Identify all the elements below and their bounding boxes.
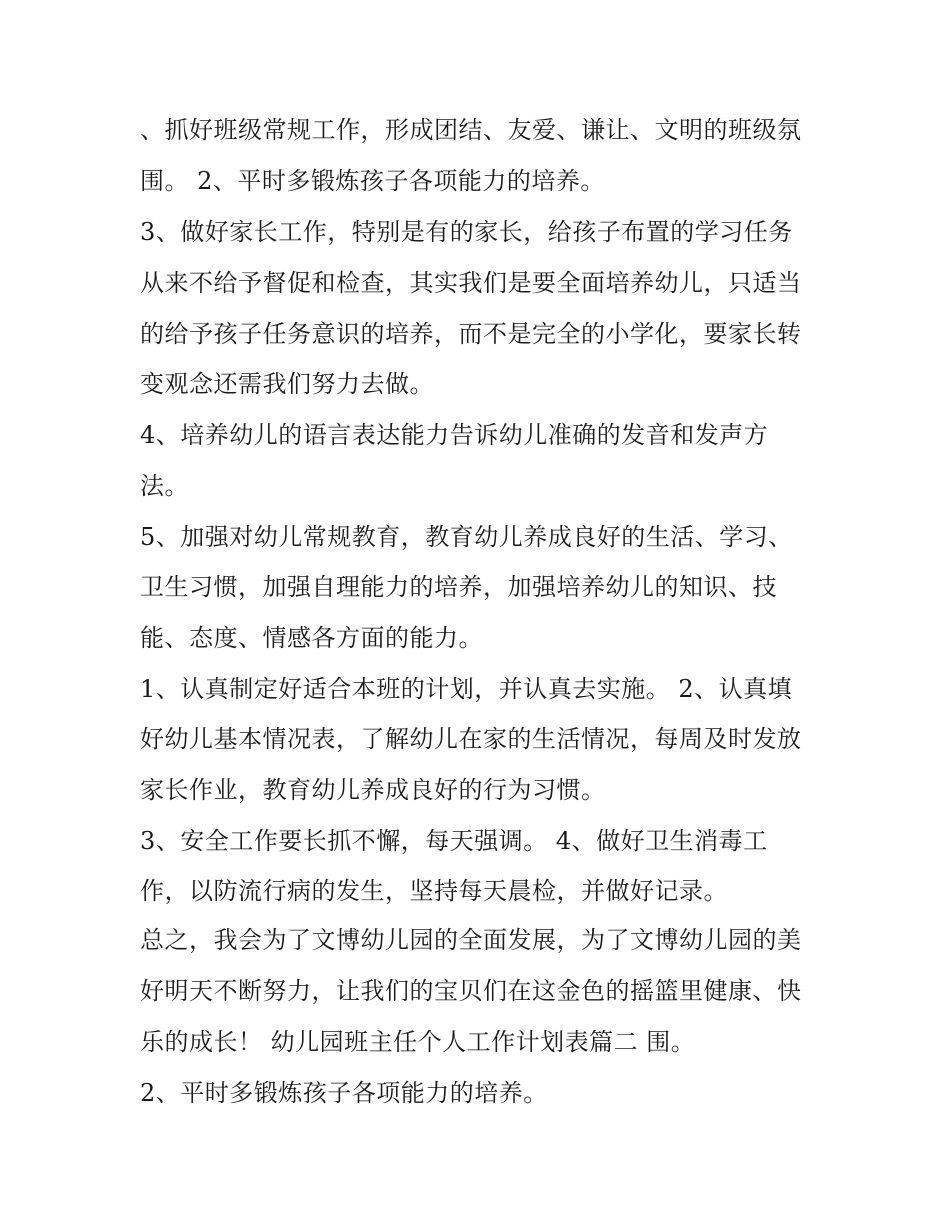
text-line: 4、培养幼儿的语言表达能力告诉幼儿准确的发音和发声方	[140, 421, 769, 449]
text-line: 家长作业，教育幼儿养成良好的行为习惯。	[140, 776, 606, 804]
text-line: 的给予孩子任务意识的培养，而不是完全的小学化，要家长转	[140, 320, 802, 348]
text-line: 卫生习惯，加强自理能力的培养，加强培养幼儿的知识、技	[140, 573, 777, 601]
text-line: 从来不给予督促和检查，其实我们是要全面培养幼儿，只适当	[140, 269, 802, 297]
text-line: 3、安全工作要长抓不懈，每天强调。 4、做好卫生消毒工	[140, 827, 768, 855]
text-line: 法。	[140, 472, 189, 500]
text-line: 好幼儿基本情况表，了解幼儿在家的生活情况，每周及时发放	[140, 725, 802, 753]
text-line: 1、认真制定好适合本班的计划，并认真去实施。 2、认真填	[140, 675, 793, 703]
text-line: 3、做好家长工作，特别是有的家长，给孩子布置的学习任务	[140, 218, 793, 246]
text-line: 2、平时多锻炼孩子各项能力的培养。	[140, 1079, 548, 1107]
text-line: 总之，我会为了文博幼儿园的全面发展，为了文博幼儿园的美	[140, 926, 802, 954]
text-line: 能、态度、情感各方面的能力。	[140, 624, 483, 652]
text-line: 乐的成长！ 幼儿园班主任个人工作计划表篇二 围。	[140, 1028, 696, 1056]
text-line: 5、加强对幼儿常规教育，教育幼儿养成良好的生活、学习、	[140, 523, 793, 551]
text-line: 变观念还需我们努力去做。	[140, 370, 434, 398]
text-line: 、抓好班级常规工作，形成团结、友爱、谦让、文明的班级氛	[140, 116, 802, 144]
text-line: 作，以防流行病的发生，坚持每天晨检，并做好记录。	[140, 877, 728, 905]
text-line: 好明天不断努力，让我们的宝贝们在这金色的摇篮里健康、快	[140, 977, 802, 1005]
text-line: 围。 2、平时多锻炼孩子各项能力的培养。	[140, 167, 605, 195]
